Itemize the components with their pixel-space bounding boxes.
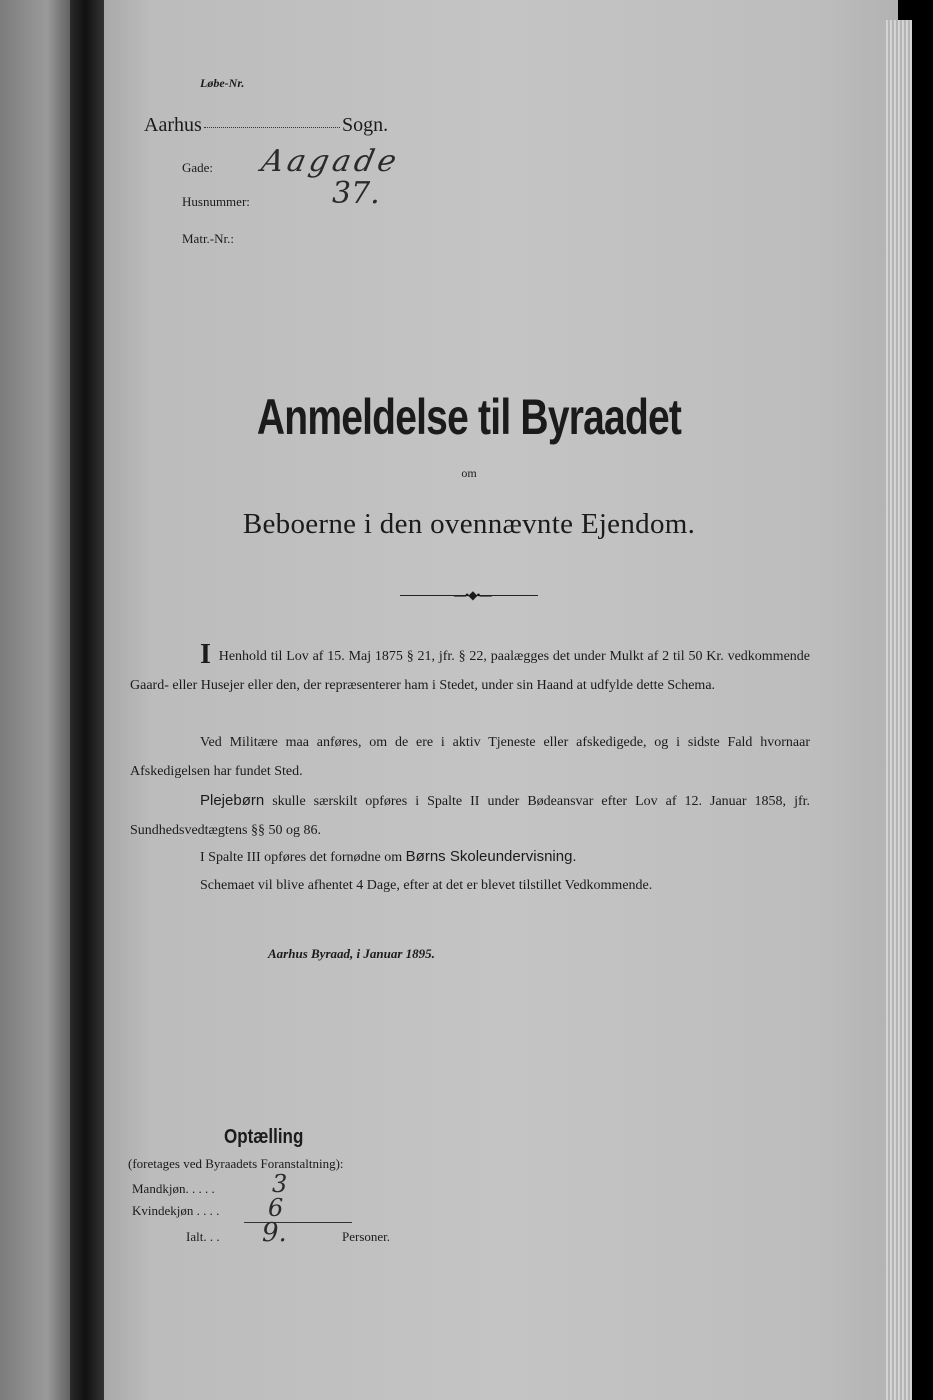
ialt-value: 9. [262, 1218, 287, 1248]
paragraph-3 [130, 786, 810, 845]
paragraph-5-text: Schemaet vil blive afhentet 4 Dage, efter at det er blevet tilstillet Vedkommende. [200, 878, 653, 893]
sum-rule [244, 1222, 352, 1223]
left-page-edge [0, 0, 78, 1400]
page-stack-edges [886, 20, 912, 1400]
sogn-label: Sogn. [342, 114, 389, 136]
issuer-signature-line: Aarhus Byraad, i Januar 1895. [268, 946, 435, 961]
mandkjon-value: 3 [272, 1170, 288, 1198]
gade-label: Gade: [182, 160, 214, 175]
mandkjon-label: Mandkjøn. . . . . [132, 1181, 215, 1196]
sogn-dotted-line [204, 126, 340, 128]
skoleundervisning-emphasis: Børns Skoleundervisning. [405, 848, 577, 865]
personer-label: Personer. [342, 1229, 391, 1244]
document-subtitle: Beboerne i den ovennævnte Ejendom. [242, 508, 696, 540]
plejeborn-emphasis: Plejebørn [200, 792, 265, 809]
paragraph-4 [130, 842, 810, 872]
right-background [912, 0, 933, 1400]
optaelling-title: Optælling [224, 1126, 304, 1148]
document-page [104, 0, 898, 1400]
lobe-nr-label: Løbe-Nr. [200, 76, 245, 90]
title-connector: om [461, 466, 477, 480]
kvindekjon-label: Kvindekjøn . . . . [132, 1203, 220, 1218]
husnummer-label: Husnummer: [182, 194, 250, 209]
document-title: Anmeldelse til Byraadet [256, 389, 682, 445]
paragraph-2 [130, 728, 810, 786]
optaelling-subtitle: (foretages ved Byraadets Foranstaltning): [128, 1156, 344, 1171]
city-label: Aarhus [144, 114, 202, 136]
gade-value: Aagade [258, 144, 404, 179]
paragraph-4-text: I Spalte III opføres det fornødne om [200, 850, 403, 865]
paragraph-2-text: Ved Militære maa anføres, om de ere i aktiv Tjeneste eller afskedigede, og i sidste Fald hvornaar Afskedigelsen har fundet Sted. [130, 735, 810, 779]
ornament-glyph: —•◆•— [454, 588, 491, 602]
book-gutter [70, 0, 108, 1400]
ialt-label: Ialt. . . [186, 1229, 220, 1244]
drop-initial: I [200, 639, 211, 670]
paragraph-1 [130, 640, 810, 700]
paragraph-5 [130, 871, 810, 900]
matr-nr-label: Matr.-Nr.: [182, 231, 234, 246]
paragraph-1-text: Henhold til Lov af 15. Maj 1875 § 21, jfr. § 22, paalægges det under Mulkt af 2 til 50 Kr. vedkommende Gaard- eller Husejer eller den, der repræsenterer ham i Stedet, under sin Haand at udfylde dette Schema. [130, 649, 811, 693]
husnummer-value: 37. [332, 176, 380, 211]
kvindekjon-value: 6 [268, 1194, 284, 1222]
paragraph-3-text: skulle særskilt opføres i Spalte II under Bødeansvar efter Lov af 12. Januar 1858, jfr. Sundhedsvedtægtens §§ 50 og 86. [130, 794, 811, 838]
